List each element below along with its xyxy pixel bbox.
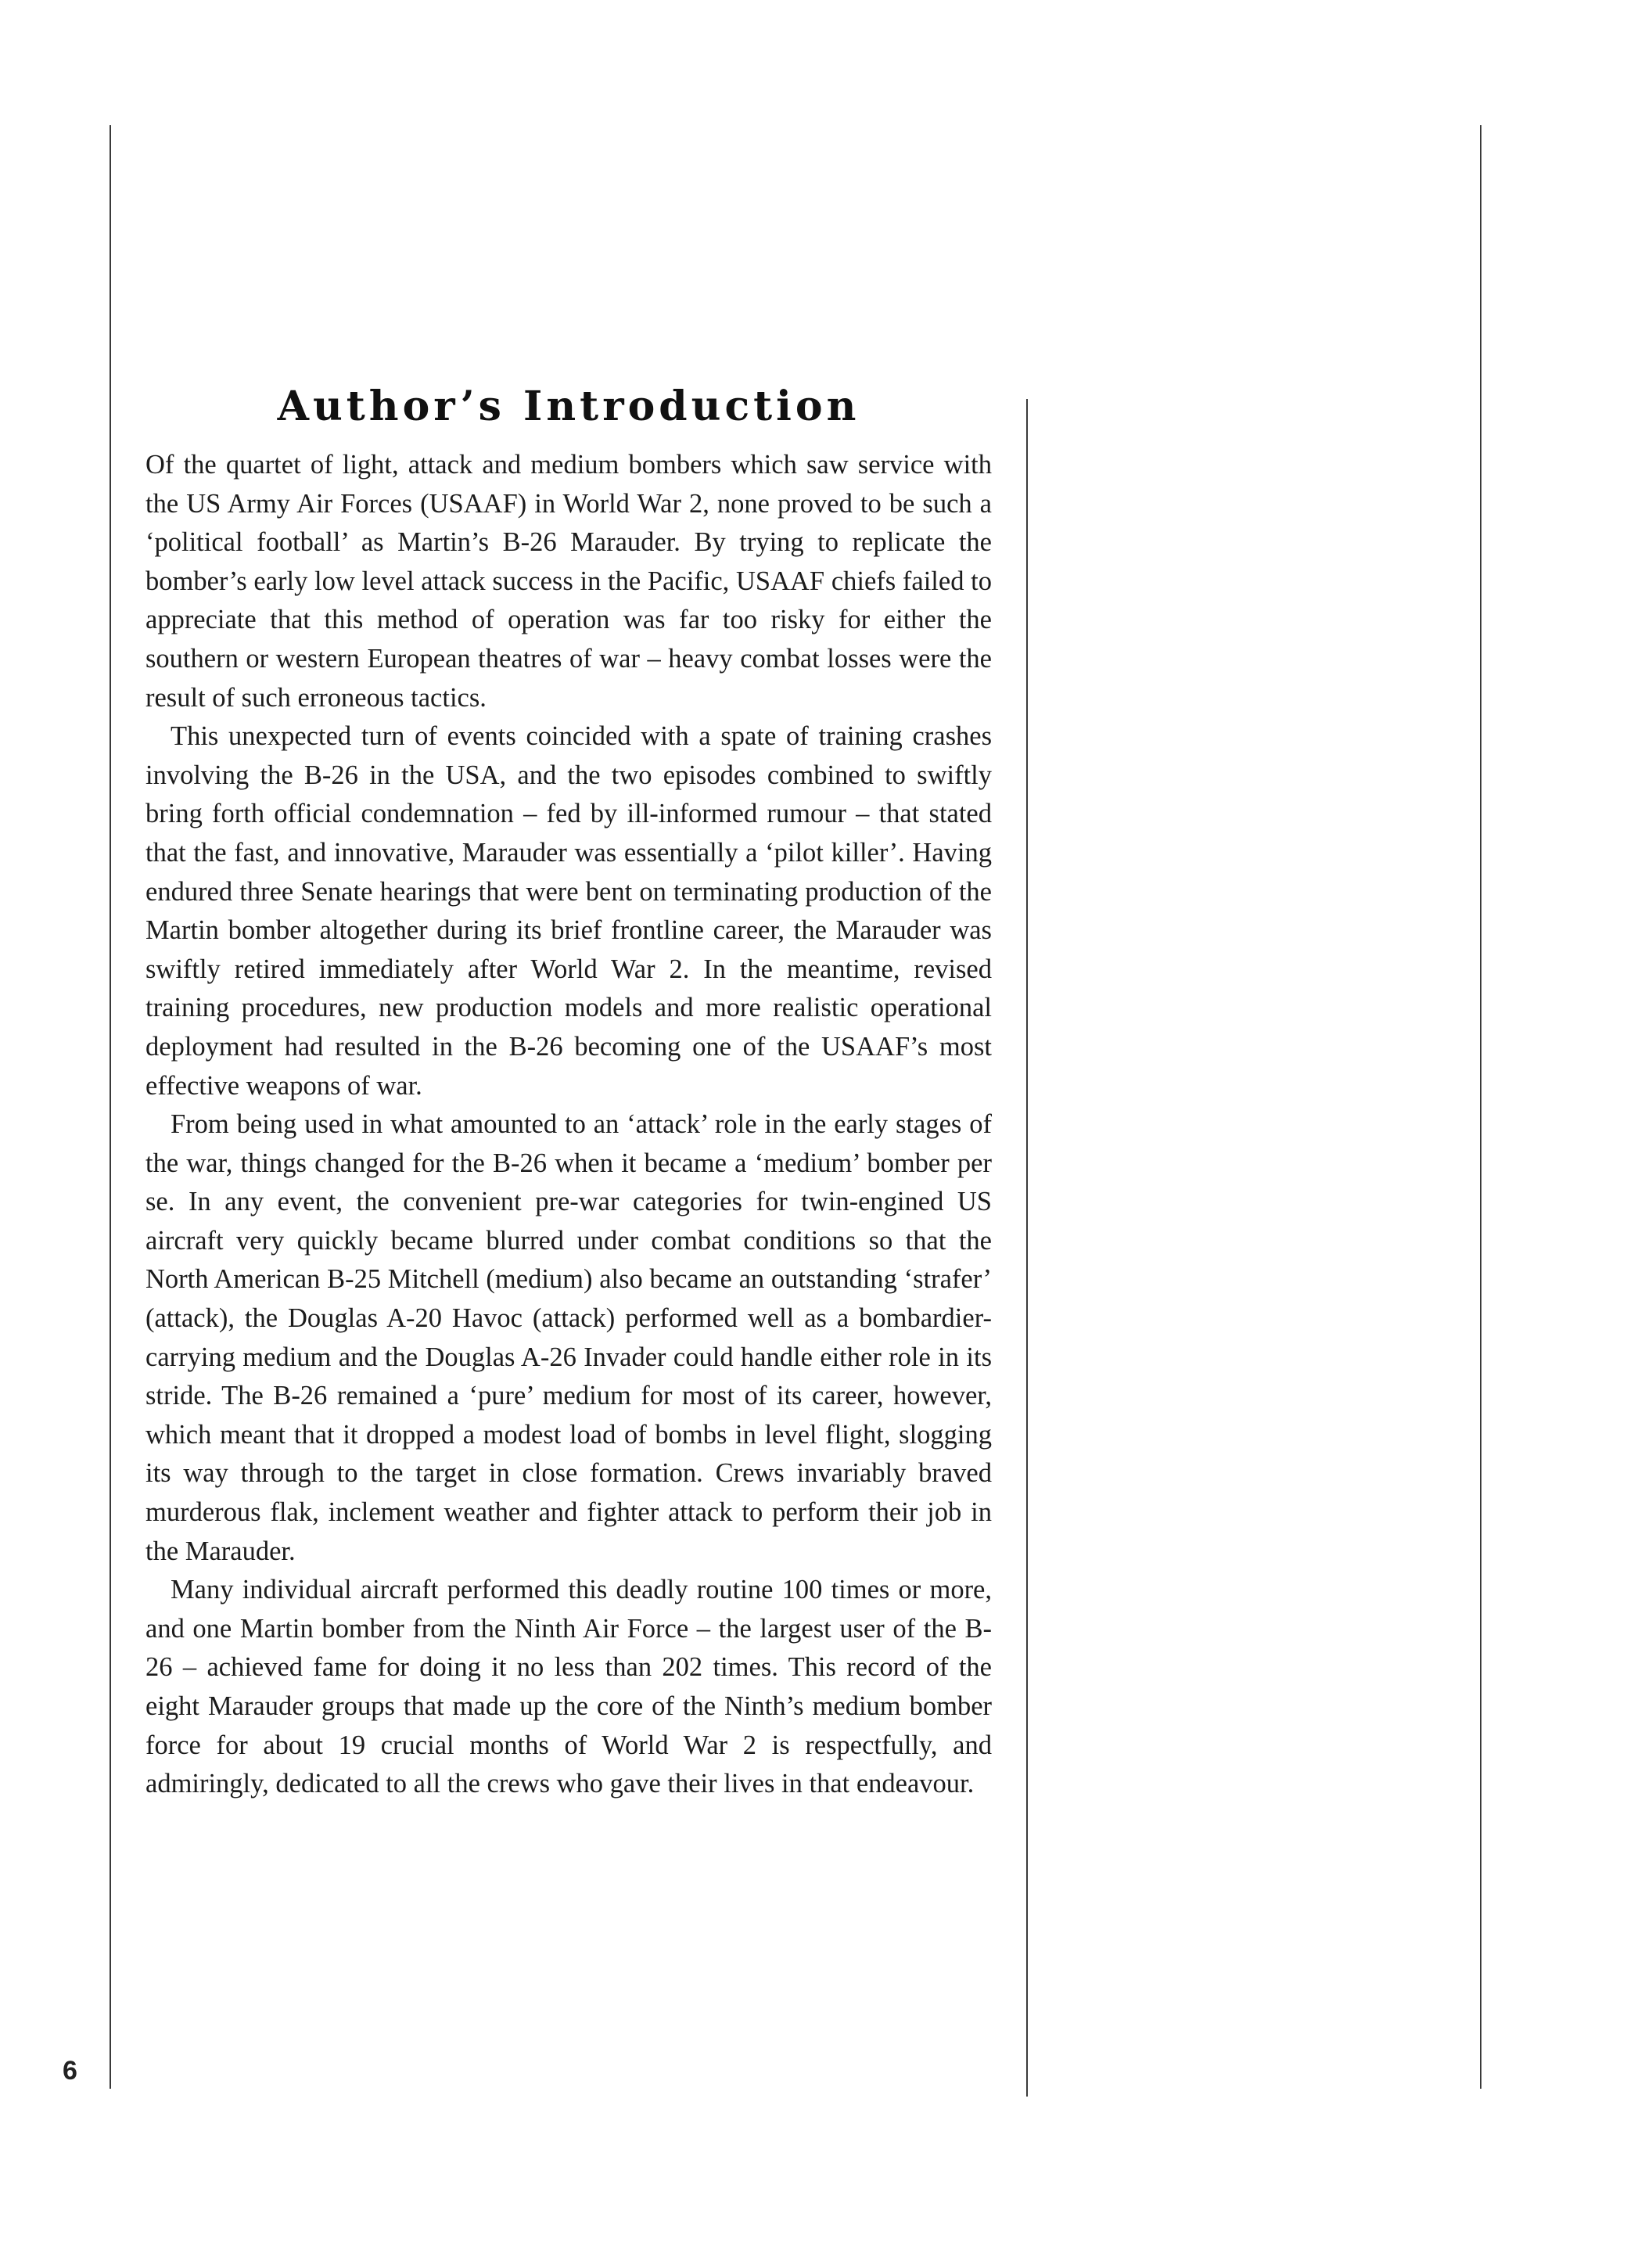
paragraph-2: This unexpected turn of events coincided with a spate of training crashes involving the B-26 in the USA, and the two episodes combined to swiftly bring forth official condemnation – fed by ill-informed rumour – that stated that the fast, and innovative, Marauder was essentially a ‘pilot killer’. Having endured three Senate hearings that were bent on terminating production of the Martin bomber altogether during its brief frontline career, the Marauder was swiftly retired immediately after World War 2. In the meantime, revised training procedures, new production models and more realistic operational deployment had resulted in the B-26 becoming one of the USAAF’s most effective weapons of war.: [145, 721, 992, 1101]
paragraph-1: Of the quartet of light, attack and medium bombers which saw service with the US Army Air Forces (USAAF) in World War 2, none proved to be such a ‘political football’ as Martin’s B-26 Marauder. By trying to replicate the bomber’s early low level attack success in the Pacific, USAAF chiefs failed to appreciate that this method of operation was far too risky for either the southern or western European theatres of war – heavy combat losses were the result of such erroneous tactics.: [145, 450, 992, 713]
right-margin-rule: [1480, 125, 1481, 2089]
article-heading: Author’s Introduction: [277, 383, 860, 430]
left-margin-rule: [110, 125, 111, 2089]
paragraph-4: Many individual aircraft performed this deadly routine 100 times or more, and one Martin bomber from the Ninth Air Force – the largest user of the B-26 – achieved fame for doing it no less than 202 times. This record of the eight Marauder groups that made up the core of the Ninth’s medium bomber force for about 19 crucial months of World War 2 is respectfully, and admiringly, dedicated to all the crews who gave their lives in that endeavour.: [145, 1575, 992, 1799]
page-number: 6: [63, 2056, 77, 2086]
article-body: [145, 382, 992, 1804]
text-column-rule: [1026, 399, 1028, 2097]
paragraph-3: From being used in what amounted to an ‘attack’ role in the early stages of the war, things changed for the B-26 when it became a ‘medium’ bomber per se. In any event, the convenient pre-war categories for twin-engined US aircraft very quickly became blurred under combat conditions so that the North American B-25 Mitchell (medium) also became an outstanding ‘strafer’ (attack), the Douglas A-20 Havoc (attack) performed well as a bombardier-carrying medium and the Douglas A-26 Invader could handle either role in its stride. The B-26 remained a ‘pure’ medium for most of its career, however, which meant that it dropped a modest load of bombs in level flight, slogging its way through to the target in close formation. Crews invariably braved murderous flak, inclement weather and fighter attack to perform their job in the Marauder.: [145, 1109, 992, 1566]
